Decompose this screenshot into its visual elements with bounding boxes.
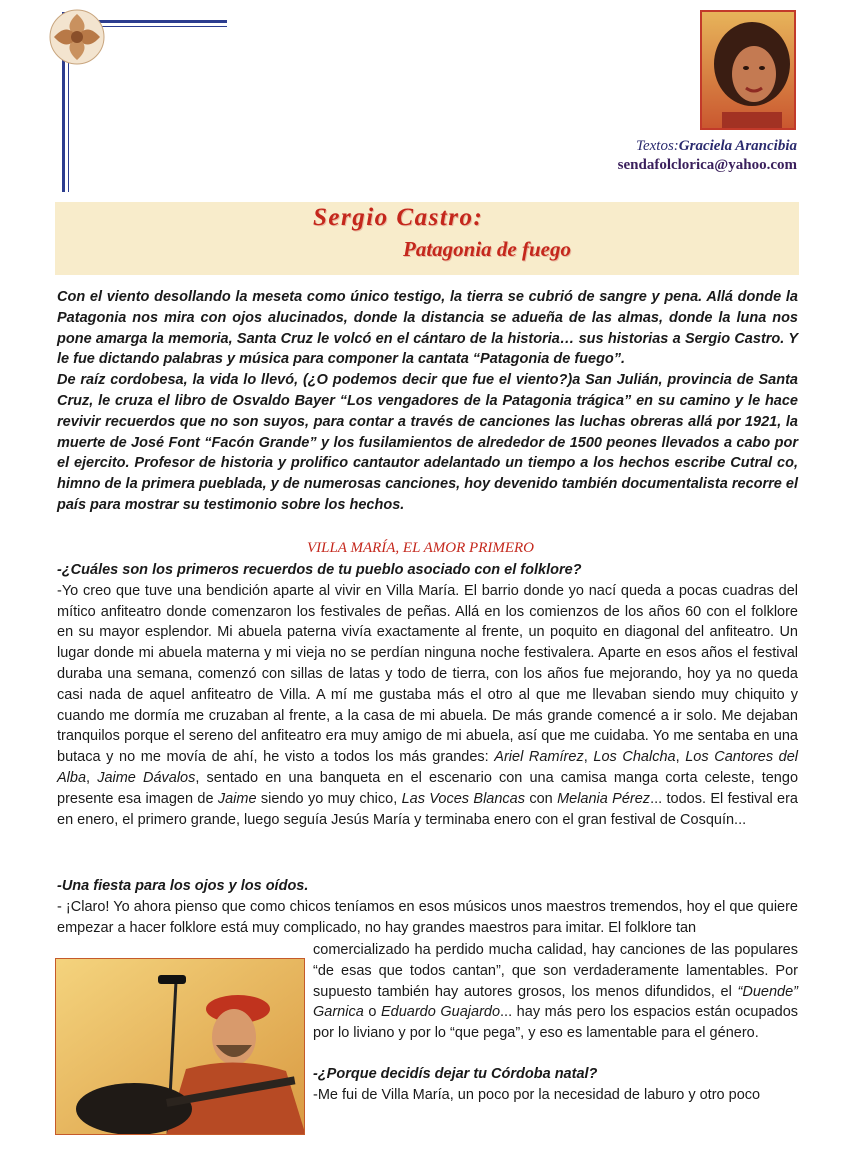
intro-paragraph: De raíz cordobesa, la vida lo llevó, (¿O podemos decir que fue el viento?)a San Julián, provincia de Santa Cruz, le cruza el libro de Osvaldo Bayer “Los vengadores de la Patagonia trágica” en su camino y le hace revivir recuerdos que no son suyos, para contar a través de canciones las luchas obreras allá por 1921, la muerte de José Font “Facón Grande” y los fusilamientos de alrededor de 1500 peones llevados a cabo por el ejercito. Profesor de historia y prolifico cantautor adelantado un tiempo a los hechos escribe Cutral co, himno de la primera pueblada, y de numerosas canciones, hoy devenido también documentalista recorre el país para mostrar su testimonio sobre los hechos. xyxy=(57,372,798,513)
question: -Una fiesta para los ojos y los oídos. xyxy=(57,878,309,894)
question: -¿Cuáles son los primeros recuerdos de tu pueblo asociado con el folklore? xyxy=(57,562,582,578)
author-email[interactable]: sendafolclorica@yahoo.com xyxy=(617,157,797,173)
author-portrait xyxy=(700,10,796,130)
article-subtitle: Patagonia de fuego xyxy=(403,237,571,261)
answer: -Yo creo que tuve una bendición aparte al vivir en Villa María. El barrio donde yo nací queda a pocas cuadras del mítico anfiteatro donde comenzaron los festivales de peñas. Allá en los comienzos de los años 60 con el folklore en su mayor esplendor. Mi abuela paterna vivía exactamente al frente, un poquito en diagonal del anfiteatro. Un lugar donde mi abuela materna y mi vieja no se perdían ninguna noche festivalera. Aparte en esos años el festival duraba una semana, comenzó con sillas de latas y todo de tierra, con los años fue mejorando, hoy ya no queda casi nada de aquel anfiteatro de Villa. A mí me gustaba más el otro al que me llevaban siendo muy chiquito y cuando me dormía me cruzaban al frente, a la casa de mi abuela. De más grande comencé a ir solo. Me dejaban tranquilos porque el sereno del anfiteatro era muy amigo de mi abuela, así que me cuidaba. Yo me sentaba en una butaca y no me movía de ahí, he visto a todos los más grandes: Ariel Ramírez, Los Chalcha, Los Cantores del Alba, Jaime Dávalos, sentado en una banqueta en el escenario con una camisa manga corta celeste, tengo presente esa imagen de Jaime siendo yo muy chico, Las Voces Blancas con Melania Pérez... todos. El festival era en enero, el primero grande, luego seguía Jesús María y terminaba enero con el gran festival de Cosquín... xyxy=(57,582,799,828)
article-intro xyxy=(57,287,798,516)
interview-block-3 xyxy=(313,940,798,1106)
intro-paragraph: Con el viento desollando la meseta como único testigo, la tierra se cubrió de sangre y pena. Allá donde la Patagonia nos mira con ojos alucinados, donde la distancia se adueña de las almas, donde la luna nos pone amarga la memoria, Santa Cruz le volcó en el cántaro de la historia… sus historias a Sergio Castro. Y le fue dictando palabras y música para componer la cantata “Patagonia de fuego”. xyxy=(57,289,798,368)
author-label: Textos: xyxy=(636,138,679,154)
interview-block-1 xyxy=(57,560,798,830)
author-name: Graciela Arancibia xyxy=(678,138,797,154)
author-credit xyxy=(618,137,797,175)
answer: - ¡Claro! Yo ahora pienso que como chicos teníamos en esos músicos unos maestros tremendos, hoy el que quiere empezar a hacer folklore está muy complicado, no hay grandes maestros para imitar. El folklore tan xyxy=(57,898,798,936)
answer: -Me fui de Villa María, un poco por la necesidad de laburo y otro poco xyxy=(313,1086,761,1103)
interview-block-2 xyxy=(57,876,798,938)
question: -¿Porque decidís dejar tu Córdoba natal? xyxy=(313,1065,598,1082)
article-title: Sergio Castro: xyxy=(313,204,484,231)
flower-ornament-icon xyxy=(48,8,106,66)
musician-photo xyxy=(55,958,305,1135)
answer-continued: comercializado ha perdido mucha calidad, hay canciones de las populares “de esas que todos cantan”, que son verdaderamente lamentables. Por supuesto también hay autores grosos, los menos difundidos, el “Duende” Garnica o Eduardo Guajardo... hay más pero los espacios están ocupados por lo liviano y por lo “que pega”, y eso es lamentable para el género. xyxy=(313,942,799,1042)
section-heading: VILLA MARÍA, EL AMOR PRIMERO xyxy=(306,540,535,556)
